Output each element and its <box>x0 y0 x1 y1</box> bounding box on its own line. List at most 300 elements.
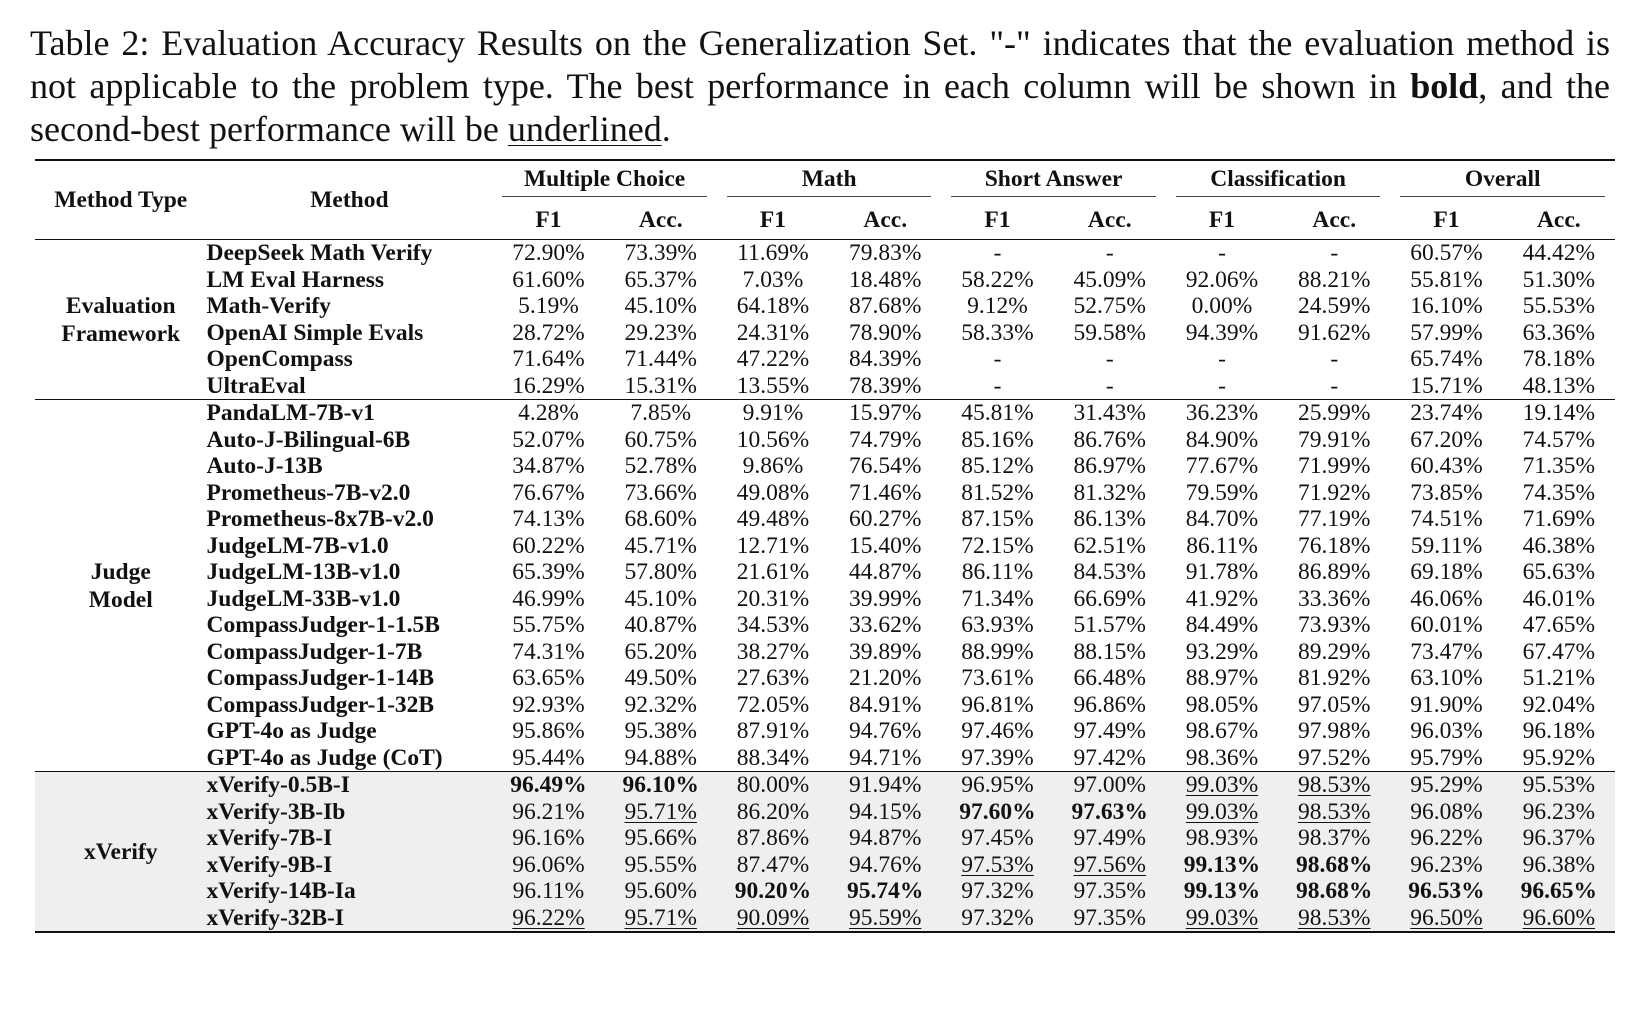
value-cell-f1: 85.12% <box>961 453 1034 479</box>
value-cell-acc: 97.35% <box>1054 905 1166 933</box>
value-cell-acc: 24.59% <box>1298 293 1371 319</box>
value-cell-acc: 68.60% <box>624 506 697 532</box>
value-cell-f1: - <box>1218 240 1226 266</box>
value-cell-acc: 78.90% <box>849 319 922 346</box>
value-cell-acc: 88.15% <box>1073 638 1146 665</box>
method-name: Prometheus-7B-v2.0 <box>206 479 411 506</box>
value-cell-f1: 84.90% <box>1185 426 1259 453</box>
table-row <box>35 665 1615 692</box>
value-cell-acc: 98.68% <box>1278 852 1390 879</box>
value-cell-acc: 86.13% <box>1073 506 1146 532</box>
value-cell-f1: 73.85% <box>1410 479 1483 506</box>
table-row <box>35 772 1615 799</box>
header-acc: Acc. <box>863 206 908 233</box>
header-group-overall <box>1390 160 1615 201</box>
value-cell-acc: 44.87% <box>849 559 922 585</box>
value-cell-f1: 91.90% <box>1410 691 1483 718</box>
value-cell-acc: - <box>1330 240 1339 266</box>
table-row <box>35 506 1615 533</box>
caption-underlined-word: underlined <box>507 109 662 149</box>
method-name: JudgeLM-7B-v1.0 <box>206 532 389 559</box>
value-cell-acc <box>1278 799 1390 826</box>
method-name: GPT-4o as Judge (CoT) <box>206 744 443 771</box>
value-cell-f1: 46.99% <box>512 585 585 612</box>
value-cell-f1: 95.79% <box>1410 744 1483 771</box>
value-cell-acc: 76.18% <box>1298 532 1371 559</box>
value-cell-acc: 96.18% <box>1522 718 1596 744</box>
value-cell-acc: 78.18% <box>1522 346 1596 372</box>
value-cell-acc: 86.89% <box>1298 559 1371 585</box>
value-cell-f1: 93.29% <box>1185 638 1259 665</box>
header-acc: Acc. <box>1312 206 1357 233</box>
value-cell-f1: 71.64% <box>512 346 585 372</box>
table-row <box>35 453 1615 480</box>
value-cell-f1: 88.34% <box>736 744 810 771</box>
value-cell-acc: 46.38% <box>1522 532 1596 559</box>
table-row <box>35 400 1615 427</box>
value-cell-acc: 66.48% <box>1073 665 1146 691</box>
value-cell-f1: 36.23% <box>1185 400 1259 426</box>
value-cell-f1: 47.22% <box>736 346 810 372</box>
value-cell-f1: 34.53% <box>736 612 810 638</box>
value-cell-f1: 99.13% <box>1166 878 1278 905</box>
value-cell-acc: 94.76% <box>829 852 941 879</box>
value-cell-f1 <box>1166 905 1278 933</box>
value-cell-acc: 66.69% <box>1073 585 1146 612</box>
value-cell-acc: 60.75% <box>624 426 697 453</box>
value-cell-acc: 45.10% <box>624 585 697 612</box>
underlined-value: 99.03% <box>1185 904 1259 931</box>
value-cell-f1: 20.31% <box>736 585 810 612</box>
value-cell-f1: 60.01% <box>1410 612 1483 638</box>
value-cell-acc <box>1054 852 1166 879</box>
value-cell-f1: 73.61% <box>961 665 1034 691</box>
value-cell-acc <box>1278 905 1390 933</box>
value-cell-f1: 98.93% <box>1166 825 1278 852</box>
value-cell-acc: 95.66% <box>605 825 717 852</box>
value-cell-acc <box>1503 905 1615 933</box>
value-cell-acc: 67.47% <box>1522 638 1596 665</box>
underlined-value: 98.53% <box>1298 904 1371 931</box>
underlined-value: 97.53% <box>961 851 1034 878</box>
method-name: LM Eval Harness <box>206 266 385 293</box>
underlined-value: 96.60% <box>1522 904 1596 931</box>
value-cell-f1: 77.67% <box>1185 453 1259 479</box>
table-row <box>35 293 1615 320</box>
value-cell-f1: 96.81% <box>961 691 1034 718</box>
value-cell-acc: 49.50% <box>624 665 697 691</box>
value-cell-acc: 51.30% <box>1522 266 1596 293</box>
value-cell-f1: 72.05% <box>736 691 810 718</box>
value-cell-acc: - <box>1330 372 1339 399</box>
method-name: OpenCompass <box>206 346 353 372</box>
value-cell-acc: 45.10% <box>624 293 697 319</box>
value-cell-f1: 88.99% <box>961 638 1034 665</box>
value-cell-acc: 51.57% <box>1073 612 1146 638</box>
underlined-value: 99.03% <box>1185 772 1259 798</box>
method-name: JudgeLM-33B-v1.0 <box>206 585 401 612</box>
section-evaluation-framework <box>35 240 1615 400</box>
section-xverify <box>35 772 1615 933</box>
header-group-math <box>717 160 942 201</box>
value-cell-acc: 95.38% <box>624 718 697 744</box>
method-type-label: Evaluation <box>65 292 176 319</box>
table-row <box>35 852 1615 879</box>
value-cell-f1: 80.00% <box>717 772 829 799</box>
method-name: CompassJudger-1-14B <box>206 665 435 691</box>
value-cell-f1 <box>717 905 829 933</box>
value-cell-f1: 12.71% <box>736 532 810 559</box>
value-cell-acc: 15.31% <box>624 372 697 399</box>
underlined-value: 99.03% <box>1185 798 1259 825</box>
value-cell-f1: - <box>1218 372 1226 399</box>
value-cell-f1: 9.86% <box>742 453 804 479</box>
value-cell-acc: 97.63% <box>1054 799 1166 826</box>
table-row <box>35 320 1615 347</box>
value-cell-f1: 98.67% <box>1185 718 1259 744</box>
value-cell-f1: 60.57% <box>1410 240 1483 266</box>
method-type-label: Judge <box>90 558 151 585</box>
value-cell-acc: 81.32% <box>1073 479 1146 506</box>
table-row <box>35 612 1615 639</box>
underlined-value: 96.50% <box>1410 904 1483 931</box>
value-cell-f1: 58.33% <box>961 319 1034 346</box>
value-cell-acc: - <box>1105 346 1114 372</box>
value-cell-acc: 73.66% <box>624 479 697 506</box>
value-cell-acc: 94.71% <box>849 744 922 771</box>
value-cell-f1: 9.91% <box>742 400 804 426</box>
value-cell-f1: 15.71% <box>1410 372 1483 399</box>
value-cell-f1: 72.15% <box>961 532 1034 559</box>
value-cell-acc <box>829 905 941 933</box>
value-cell-acc: 86.76% <box>1073 426 1146 453</box>
value-cell-acc: 40.87% <box>624 612 697 638</box>
value-cell-f1: 81.52% <box>961 479 1034 506</box>
header-group-label: Multiple Choice <box>502 166 707 197</box>
value-cell-f1: 90.20% <box>717 878 829 905</box>
value-cell-acc: 71.92% <box>1298 479 1371 506</box>
value-cell-acc: 57.80% <box>624 559 697 585</box>
caption-text-2: , and the second-best performance will be <box>30 66 1610 149</box>
value-cell-f1: 23.74% <box>1410 400 1483 426</box>
underlined-value: 95.71% <box>624 798 697 825</box>
value-cell-f1: 95.86% <box>512 718 585 744</box>
value-cell-acc: 95.55% <box>605 852 717 879</box>
value-cell-f1: 41.92% <box>1185 585 1259 612</box>
value-cell-acc: 33.36% <box>1298 585 1371 612</box>
value-cell-f1: 7.03% <box>742 266 804 293</box>
value-cell-acc: 94.15% <box>829 799 941 826</box>
value-cell-f1: - <box>1218 346 1226 372</box>
value-cell-acc: 88.21% <box>1298 266 1371 293</box>
method-type-cell <box>35 772 207 933</box>
value-cell-f1: 63.65% <box>512 665 585 691</box>
value-cell-f1: 95.44% <box>512 744 585 771</box>
table-row <box>35 718 1615 745</box>
method-name: CompassJudger-1-7B <box>206 638 423 665</box>
underlined-value: 95.71% <box>624 904 697 931</box>
value-cell-f1: 27.63% <box>736 665 810 691</box>
value-cell-f1: 46.06% <box>1410 585 1483 612</box>
method-name: xVerify-3B-Ib <box>207 799 493 826</box>
value-cell-f1: 98.05% <box>1185 691 1259 718</box>
value-cell-f1: 60.22% <box>512 532 585 559</box>
method-name: OpenAI Simple Evals <box>206 319 424 346</box>
table-row <box>35 427 1615 454</box>
value-cell-f1: 87.47% <box>717 852 829 879</box>
method-type-label: Framework <box>61 320 181 347</box>
value-cell-f1 <box>1166 799 1278 826</box>
value-cell-f1: 97.32% <box>941 905 1053 933</box>
method-name: xVerify-7B-I <box>207 825 493 852</box>
value-cell-f1: 79.59% <box>1185 479 1259 506</box>
value-cell-acc: 96.37% <box>1503 825 1615 852</box>
table-row <box>35 240 1615 267</box>
value-cell-acc: 33.62% <box>849 612 922 638</box>
value-cell-f1: 67.20% <box>1410 426 1483 453</box>
table-row <box>35 639 1615 666</box>
value-cell-acc: 29.23% <box>624 319 697 346</box>
value-cell-f1: 38.27% <box>736 638 810 665</box>
method-type-cell <box>35 240 207 400</box>
value-cell-f1: 13.55% <box>736 372 810 399</box>
value-cell-f1: 96.53% <box>1390 878 1502 905</box>
header-f1: F1 <box>984 206 1011 233</box>
header-f1: F1 <box>1433 206 1460 233</box>
value-cell-f1: 96.95% <box>941 772 1053 799</box>
value-cell-acc: 94.76% <box>849 718 922 744</box>
value-cell-f1: 60.43% <box>1410 453 1483 479</box>
value-cell-f1: 97.39% <box>961 744 1034 771</box>
caption-bold-word: bold <box>1410 66 1479 106</box>
header-acc: Acc. <box>638 206 683 233</box>
value-cell-acc: 92.04% <box>1522 691 1596 718</box>
value-cell-f1: 97.60% <box>941 799 1053 826</box>
table-caption <box>30 22 1610 151</box>
table-row <box>35 267 1615 294</box>
value-cell-f1: 87.86% <box>717 825 829 852</box>
value-cell-f1: 96.08% <box>1390 799 1502 826</box>
value-cell-acc: 87.68% <box>849 293 922 319</box>
table-row <box>35 878 1615 905</box>
header-group-label: Short Answer <box>951 166 1156 197</box>
header-acc: Acc. <box>1087 206 1132 233</box>
value-cell-acc: 74.35% <box>1522 479 1596 506</box>
value-cell-f1: 4.28% <box>518 400 579 426</box>
value-cell-acc: 15.40% <box>849 532 922 559</box>
table-row <box>35 825 1615 852</box>
value-cell-f1: 99.13% <box>1166 852 1278 879</box>
value-cell-acc: 19.14% <box>1522 400 1596 426</box>
value-cell-acc: 63.36% <box>1522 319 1596 346</box>
value-cell-acc: 45.09% <box>1073 266 1146 293</box>
value-cell-f1: 84.49% <box>1185 612 1259 638</box>
value-cell-f1: 58.22% <box>961 266 1034 293</box>
value-cell-f1: 96.21% <box>492 799 604 826</box>
value-cell-f1: 97.32% <box>941 878 1053 905</box>
table-row <box>35 346 1615 373</box>
value-cell-f1: 72.90% <box>512 240 585 266</box>
underlined-value: 90.09% <box>736 904 810 931</box>
value-cell-f1: 63.10% <box>1410 665 1483 691</box>
value-cell-f1: 28.72% <box>512 319 585 346</box>
underlined-value: 98.53% <box>1298 772 1371 798</box>
method-name: Math-Verify <box>206 293 331 319</box>
table-row <box>35 559 1615 586</box>
value-cell-acc: 71.99% <box>1298 453 1371 479</box>
value-cell-acc: 71.69% <box>1522 506 1596 532</box>
value-cell-f1: 88.97% <box>1185 665 1259 691</box>
value-cell-f1: 69.18% <box>1410 559 1483 585</box>
table-row <box>35 905 1615 933</box>
value-cell-acc: 97.42% <box>1073 744 1146 771</box>
value-cell-acc <box>605 799 717 826</box>
value-cell-f1: 91.78% <box>1185 559 1259 585</box>
value-cell-acc: 94.88% <box>624 744 697 771</box>
value-cell-f1: - <box>993 240 1002 266</box>
value-cell-f1: 74.31% <box>512 638 585 665</box>
value-cell-f1: 96.11% <box>492 878 604 905</box>
caption-end: . <box>661 109 671 149</box>
value-cell-acc: 45.71% <box>624 532 697 559</box>
value-cell-f1: 95.29% <box>1390 772 1502 799</box>
method-type-cell <box>35 400 207 772</box>
value-cell-f1: 5.19% <box>518 293 579 319</box>
value-cell-acc: - <box>1105 372 1114 399</box>
value-cell-acc: 92.32% <box>624 691 697 718</box>
underlined-value: 97.56% <box>1073 851 1146 878</box>
header-method-type: Method Type <box>35 160 207 240</box>
value-cell-f1: 87.91% <box>736 718 810 744</box>
value-cell-f1: 84.70% <box>1185 506 1259 532</box>
value-cell-acc: 94.87% <box>829 825 941 852</box>
underlined-value: 95.59% <box>849 904 922 931</box>
value-cell-f1: 87.15% <box>961 506 1034 532</box>
value-cell-acc: - <box>1330 346 1339 372</box>
value-cell-f1: 97.45% <box>941 825 1053 852</box>
value-cell-f1: 11.69% <box>737 240 809 266</box>
value-cell-f1: 0.00% <box>1191 293 1253 319</box>
value-cell-f1: 92.93% <box>512 691 585 718</box>
value-cell-acc: 95.92% <box>1522 744 1596 771</box>
value-cell-f1: 24.31% <box>736 319 810 346</box>
header-group-short-answer <box>941 160 1166 201</box>
value-cell-acc: 95.53% <box>1503 772 1615 799</box>
value-cell-f1: 45.81% <box>961 400 1034 426</box>
value-cell-acc: 95.60% <box>605 878 717 905</box>
value-cell-acc: 73.39% <box>624 240 697 266</box>
value-cell-acc: - <box>1105 240 1114 266</box>
method-name: xVerify-9B-I <box>207 852 493 879</box>
value-cell-acc: 71.46% <box>849 479 922 506</box>
value-cell-acc: 52.75% <box>1073 293 1146 319</box>
table-row <box>35 799 1615 826</box>
value-cell-f1: 73.47% <box>1410 638 1483 665</box>
value-cell-acc: 97.35% <box>1054 878 1166 905</box>
value-cell-acc: 74.79% <box>849 426 922 453</box>
header-row-groups <box>35 160 1615 201</box>
header-acc: Acc. <box>1536 206 1581 233</box>
value-cell-acc: 81.92% <box>1298 665 1371 691</box>
header-group-multiple-choice <box>492 160 717 201</box>
header-f1: F1 <box>535 206 562 233</box>
value-cell-acc: 79.91% <box>1298 426 1371 453</box>
value-cell-f1: 49.08% <box>736 479 810 506</box>
value-cell-acc: 97.52% <box>1298 744 1371 771</box>
value-cell-f1: 96.49% <box>492 772 604 799</box>
method-name: xVerify-14B-Ia <box>207 878 493 905</box>
value-cell-acc: 91.62% <box>1298 319 1371 346</box>
value-cell-f1: 94.39% <box>1185 319 1259 346</box>
value-cell-acc: 44.42% <box>1522 240 1596 266</box>
method-name: DeepSeek Math Verify <box>206 240 433 266</box>
value-cell-acc: 48.13% <box>1522 372 1596 399</box>
value-cell-acc: 51.21% <box>1522 665 1596 691</box>
table-row <box>35 533 1615 560</box>
value-cell-f1: 97.46% <box>961 718 1034 744</box>
value-cell-acc: 84.91% <box>849 691 922 718</box>
value-cell-acc: 77.19% <box>1298 506 1371 532</box>
section-judge-model <box>35 400 1615 772</box>
method-name: xVerify-32B-I <box>207 905 493 933</box>
value-cell-f1: 76.67% <box>512 479 585 506</box>
method-name: GPT-4o as Judge <box>206 718 377 744</box>
value-cell-acc: 74.57% <box>1522 426 1596 453</box>
value-cell-f1: 96.06% <box>492 852 604 879</box>
value-cell-acc: 15.97% <box>849 400 922 426</box>
value-cell-f1: 86.11% <box>1186 532 1258 559</box>
value-cell-f1: 96.23% <box>1390 852 1502 879</box>
method-name: JudgeLM-13B-v1.0 <box>206 559 401 585</box>
underlined-value: 98.53% <box>1298 798 1371 825</box>
value-cell-f1: 86.11% <box>961 559 1034 585</box>
value-cell-acc: 97.98% <box>1298 718 1371 744</box>
value-cell-acc: 39.89% <box>849 638 922 665</box>
value-cell-acc: 86.97% <box>1073 453 1146 479</box>
value-cell-acc: 78.39% <box>849 372 922 399</box>
value-cell-f1: 55.75% <box>512 612 585 638</box>
value-cell-acc: 21.20% <box>849 665 922 691</box>
value-cell-f1: 55.81% <box>1410 266 1483 293</box>
caption-text: Table 2: Evaluation Accuracy Results on the Generalization Set. "-" indicates that the evaluation method is not applicable to the problem type. The best performance in each column will be shown in <box>30 23 1610 106</box>
table-row <box>35 373 1615 400</box>
table-row <box>35 586 1615 613</box>
value-cell-acc: 84.39% <box>849 346 922 372</box>
value-cell-acc: 96.65% <box>1503 878 1615 905</box>
header-method: Method <box>207 160 493 240</box>
method-name: CompassJudger-1-1.5B <box>206 612 440 638</box>
value-cell-acc: 97.49% <box>1054 825 1166 852</box>
method-type-label: xVerify <box>83 838 158 865</box>
value-cell-f1: 92.06% <box>1185 266 1259 293</box>
value-cell-acc: 39.99% <box>849 585 922 612</box>
table-row <box>35 480 1615 507</box>
method-name: UltraEval <box>206 372 306 399</box>
value-cell-acc: 96.38% <box>1503 852 1615 879</box>
underlined-value: 96.22% <box>512 904 585 931</box>
value-cell-acc: 52.78% <box>624 453 697 479</box>
value-cell-acc: 89.29% <box>1298 638 1371 665</box>
value-cell-f1: 86.20% <box>717 799 829 826</box>
value-cell-f1: 74.13% <box>512 506 585 532</box>
value-cell-acc: 97.05% <box>1298 691 1371 718</box>
value-cell-acc <box>1278 772 1390 799</box>
method-name: xVerify-0.5B-I <box>207 772 493 799</box>
value-cell-f1: - <box>993 346 1002 372</box>
value-cell-f1: 61.60% <box>512 266 585 293</box>
value-cell-acc: 96.10% <box>605 772 717 799</box>
method-name: Prometheus-8x7B-v2.0 <box>206 506 434 532</box>
